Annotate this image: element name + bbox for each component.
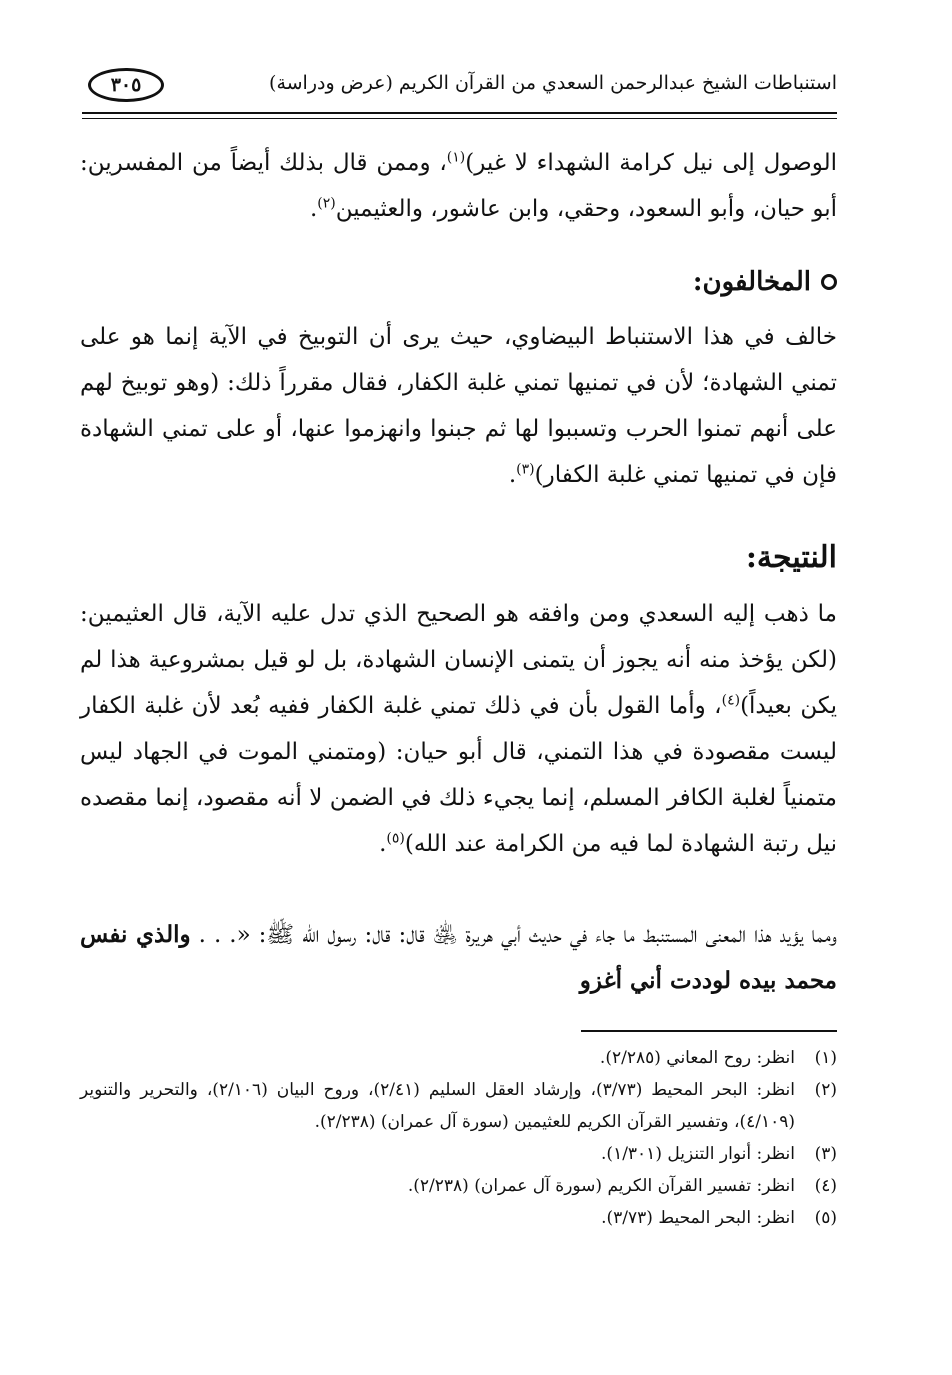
- footnote-separator: [581, 1030, 837, 1032]
- opponents-paragraph: خالف في هذا الاستنباط البيضاوي، حيث يرى أن التوبيخ في الآية إنما هو على تمني الشهادة؛ لأن في تمنيها تمني غلبة الكفار، فقال مقرراً ذلك: (وهو توبيخ لهم على أنهم تمنوا الحرب وتسببوا لها ثم جبنوا وانهزموا عنها، أو على تمني الشهادة فإن في تمنيها تمني غلبة الكفار)$^{(٣)}$.: [80, 324, 837, 488]
- page-number: ٣٠٥: [88, 68, 164, 102]
- footnote-text: انظر: تفسير القرآن الكريم (سورة آل عمران) (٢/٢٣٨).: [407, 1176, 795, 1196]
- book-title: استنباطات الشيخ عبدالرحمن السعدي من القرآن الكريم (عرض ودراسة): [269, 72, 837, 94]
- footnote-item: [80, 1170, 837, 1202]
- intro-section: [80, 140, 837, 232]
- intro-paragraph: الوصول إلى نيل كرامة الشهداء لا غير)$^{(١)}$، وممن قال بذلك أيضاً من المفسرين: أبو حيان، وأبو السعود، وحقي، وابن عاشور، والعثيمين$^{(٢)}$.: [80, 149, 838, 222]
- footnote-number: (٥): [814, 1208, 837, 1228]
- result-paragraph: ما ذهب إليه السعدي ومن وافقه هو الصحيح الذي تدل عليه الآية، قال العثيمين: (لكن يؤخذ منه أنه يجوز أن يتمنى الإنسان الشهادة، بل لو قيل بمشروعية هذا لم يكن بعيداً)$^{(٤)}$، وأما القول بأن في ذلك تمني غلبة الكفار ففيه بُعد لأن غلبة الكفار ليست مقصودة في هذا التمني، قال أبو حيان: (ومتمني الموت في الجهاد ليس متمنياً لغلبة الكافر المسلم، إنما يجيء ذلك في الضمن لا أنه مقصود، إنما مقصده نيل رتبة الشهادة لما فيه من الكرامة عند الله)$^{(٥)}$.: [80, 601, 837, 857]
- header-rule: [82, 112, 837, 114]
- hadith-quote: والذي نفس محمد بيده لوددت أني أغزو: [80, 921, 837, 994]
- footnote-item: [80, 1074, 837, 1138]
- footnote-item: [80, 1202, 837, 1234]
- footnote-ref-1[interactable]: (١): [446, 149, 466, 166]
- footnote-text: انظر: أنوار التنزيل (١/٣٠١).: [601, 1144, 795, 1164]
- running-header: [82, 62, 837, 114]
- footnote-ref-3[interactable]: (٣): [516, 461, 535, 478]
- footnotes: [80, 1042, 837, 1234]
- footnote-item: [80, 1138, 837, 1170]
- hadith-paragraph: ومما يؤيد هذا المعنى المستنبط ما جاء في حديث أبي هريرة ﵁ قال: قال: رسول الله ﷺ: «. . . والذي نفس محمد بيده لوددت أني أغزو: [80, 921, 837, 994]
- circle-bullet-icon: [821, 274, 837, 290]
- footnote-number: (٤): [814, 1176, 837, 1196]
- footnote-number: (٢): [814, 1080, 837, 1100]
- footnote-item: [80, 1042, 837, 1074]
- footnote-number: (٣): [814, 1144, 837, 1164]
- result-section: [80, 535, 837, 867]
- footnote-ref-5[interactable]: (٥): [386, 830, 405, 847]
- footnote-ref-2[interactable]: (٢): [317, 195, 336, 212]
- footnote-text: انظر: البحر المحيط (٣/٧٣)، وإرشاد العقل السليم (٢/٤١)، وروح البيان (٢/١٠٦)، والتحرير والتنوير (٤/١٠٩)، وتفسير القرآن الكريم للعثيمين (سورة آل عمران) (٢/٢٣٨).: [80, 1080, 795, 1132]
- opponents-section: [80, 262, 837, 498]
- result-heading: النتيجة:: [745, 540, 837, 575]
- header-rule-thin: [82, 118, 837, 119]
- footnote-number: (١): [814, 1048, 837, 1068]
- footnote-ref-4[interactable]: (٤): [721, 692, 741, 709]
- footnote-text: انظر: روح المعاني (٢/٢٨٥).: [599, 1048, 795, 1068]
- hadith-section: [80, 912, 837, 1004]
- footnote-text: انظر: البحر المحيط (٣/٧٣).: [601, 1208, 795, 1228]
- opponents-heading: المخالفون:: [80, 262, 837, 302]
